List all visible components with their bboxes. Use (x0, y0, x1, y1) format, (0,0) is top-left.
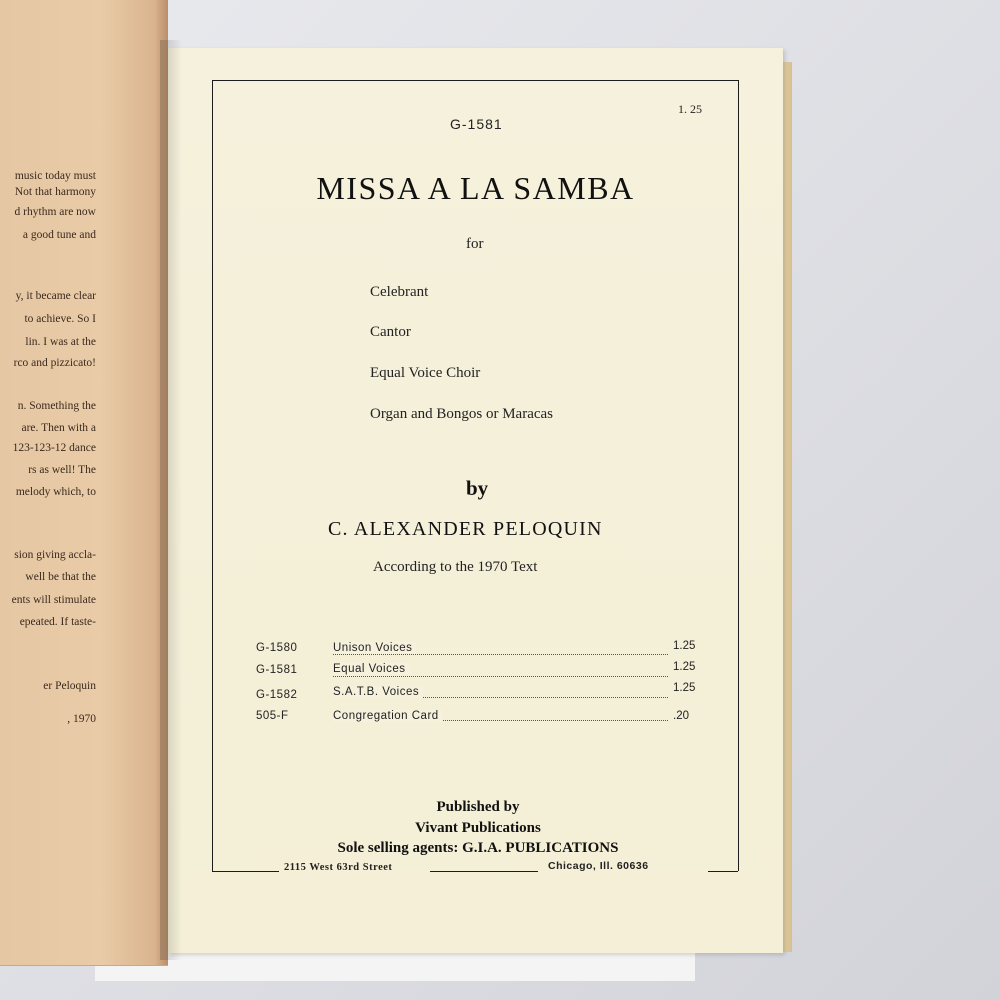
selling-agents: Sole selling agents: G.I.A. PUBLICATIONS (337, 840, 619, 856)
left-page-line: er Peloquin (43, 680, 96, 692)
left-page-line: n. Something the (17, 400, 96, 412)
edition-name: Equal Voices (333, 663, 410, 675)
left-page-line: y, it became clear (15, 290, 96, 302)
left-page-line: , 1970 (67, 713, 96, 725)
voicing-line: Cantor (370, 324, 411, 340)
left-page-line: ents will stimulate (11, 594, 96, 606)
edition-price: .20 (673, 710, 689, 722)
left-page-line: melody which, to (15, 486, 96, 498)
left-page-line: d rhythm are now (14, 206, 96, 218)
edition-name: Congregation Card (333, 710, 443, 722)
left-page-line: epeated. If taste- (19, 616, 96, 628)
cover-page (168, 48, 783, 953)
left-page-line: lin. I was at the (25, 336, 96, 348)
frame-bottom-rule (430, 871, 538, 872)
edition-code: G-1581 (256, 664, 298, 676)
address-city: Chicago, Ill. 60636 (548, 860, 649, 872)
left-page-line: rco and pizzicato! (13, 357, 96, 369)
left-page-line: to achieve. So I (24, 313, 96, 325)
edition-code: 505-F (256, 710, 289, 722)
left-page-line: sion giving accla- (14, 549, 96, 561)
catalog-number: G-1581 (450, 116, 503, 132)
left-page-line: a good tune and (22, 229, 96, 241)
left-page-line: 123-123-12 dance (12, 442, 96, 454)
by-label: by (466, 476, 489, 500)
left-page-line: Not that harmony (14, 186, 96, 198)
edition-code: G-1580 (256, 642, 298, 654)
for-label: for (466, 236, 484, 252)
work-title: MISSA A LA SAMBA (316, 170, 635, 206)
cover-price: 1. 25 (678, 102, 702, 116)
gutter-shadow (160, 40, 182, 960)
composer-name: C. ALEXANDER PELOQUIN (328, 518, 603, 540)
left-page-line: rs as well! The (28, 464, 96, 476)
left-page-line: well be that the (25, 571, 96, 583)
address-street: 2115 West 63rd Street (284, 862, 393, 873)
voicing-line: Organ and Bongos or Maracas (370, 406, 554, 422)
edition-price: 1.25 (673, 640, 696, 652)
text-note: According to the 1970 Text (373, 559, 538, 575)
edition-price: 1.25 (673, 682, 696, 694)
edition-name: S.A.T.B. Voices (333, 686, 423, 698)
frame-bottom-rule (212, 871, 279, 872)
left-page-line: music today must (14, 170, 96, 182)
published-by: Published by (436, 799, 520, 815)
voicing-line: Equal Voice Choir (370, 365, 481, 381)
edition-code: G-1582 (256, 689, 298, 701)
frame-bottom-rule (708, 871, 738, 872)
voicing-line: Celebrant (370, 284, 429, 300)
left-page (0, 0, 168, 966)
edition-name: Unison Voices (333, 642, 416, 654)
publisher-name: Vivant Publications (415, 820, 541, 836)
left-page-line: are. Then with a (21, 422, 96, 434)
edition-price: 1.25 (673, 661, 696, 673)
